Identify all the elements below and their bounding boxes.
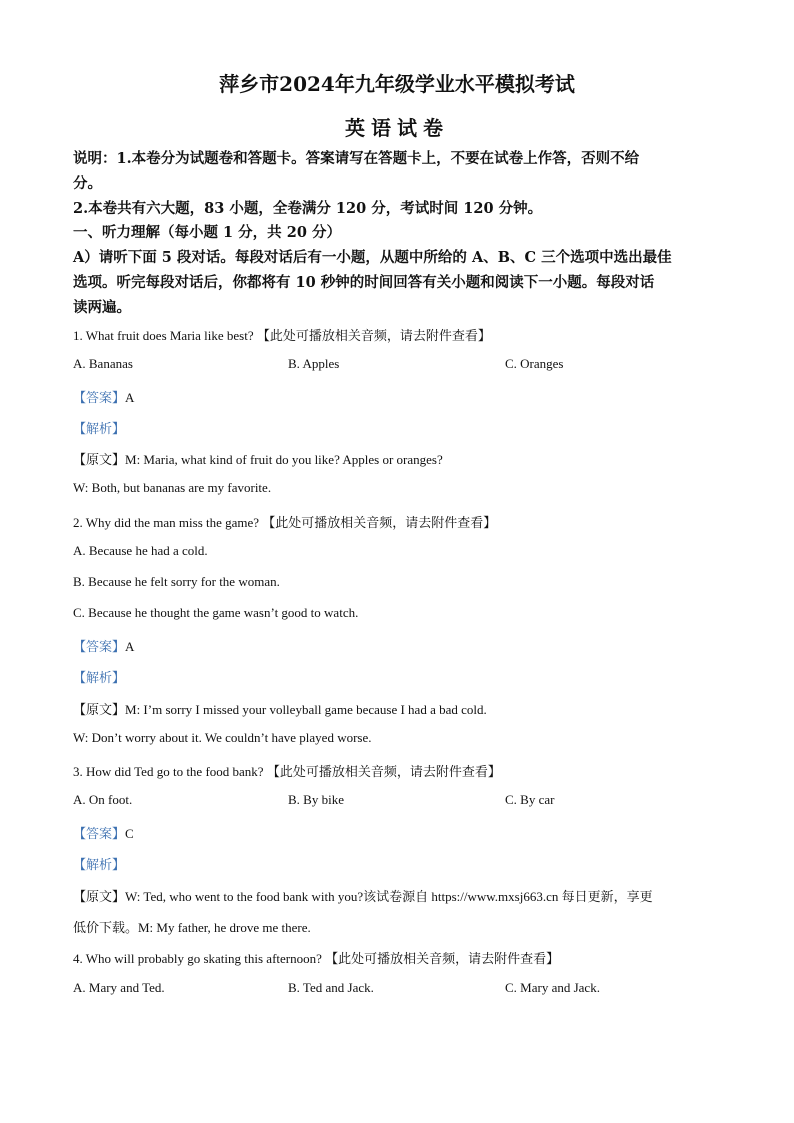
script-tag: 【原文】 — [73, 702, 126, 717]
answer-tag: 【答案】 — [73, 639, 126, 654]
question-1-script-2: W: Both, but bananas are my favorite. — [73, 480, 272, 495]
notes-line-2: 2.本卷共有六大题，83 小题，全卷满分 120 分，考试时间 120 分钟。 — [73, 200, 543, 217]
question-1-answer — [73, 387, 134, 406]
question-2-option-b: B. Because he felt sorry for the woman. — [73, 574, 280, 589]
answer-value: A — [125, 639, 135, 654]
question-2-script-2: W: Don’t worry about it. We couldn’t have played worse. — [73, 730, 372, 745]
notes-line-1: 说明：1.本卷分为试题卷和答题卡。答案请写在答题卡上，不要在试卷上作答，否则不给 — [73, 150, 640, 167]
question-3-option-b: B. By bike — [288, 792, 344, 807]
section-instruction-3: 读两遍。 — [73, 299, 131, 316]
answer-value: A — [125, 390, 135, 405]
question-3-script-2: 低价下载。M: My father, he drove me there. — [73, 920, 311, 935]
question-1-script-1 — [73, 449, 443, 468]
exam-title: 萍乡市2024年九年级学业水平模拟考试 — [219, 72, 575, 96]
question-4-option-c: C. Mary and Jack. — [505, 980, 600, 995]
notes-line-1b: 分。 — [73, 175, 102, 192]
exam-subtitle: 英语试卷 — [345, 116, 449, 140]
question-3-option-c: C. By car — [505, 792, 555, 807]
question-3-stem: 3. How did Ted go to the food bank? 【此处可播放相关音频，请去附件查看】 — [73, 764, 501, 779]
question-2-script-1 — [73, 699, 487, 718]
question-2-analysis-tag: 【解析】 — [73, 670, 126, 685]
section-instruction-2: 选项。听完每段对话后，你都将有 10 秒钟的时间回答有关小题和阅读下一小题。每段对话 — [73, 274, 655, 291]
script-tag: 【原文】 — [73, 452, 126, 467]
question-1-analysis-tag: 【解析】 — [73, 421, 126, 436]
question-1-option-c: C. Oranges — [505, 356, 564, 371]
question-3-answer — [73, 823, 134, 842]
question-2-option-a: A. Because he had a cold. — [73, 543, 208, 558]
question-2-option-c: C. Because he thought the game wasn’t good to watch. — [73, 605, 359, 620]
question-4-option-b: B. Ted and Jack. — [288, 980, 374, 995]
question-1-stem: 1. What fruit does Maria like best? 【此处可播放相关音频，请去附件查看】 — [73, 328, 491, 343]
question-2-stem: 2. Why did the man miss the game? 【此处可播放相关音频，请去附件查看】 — [73, 515, 497, 530]
section-instruction-1: A）请听下面 5 段对话。每段对话后有一小题，从题中所给的 A、B、C 三个选项中选出最佳 — [73, 249, 672, 266]
question-4-option-a: A. Mary and Ted. — [73, 980, 165, 995]
script-text: M: Maria, what kind of fruit do you like? Apples or oranges? — [125, 452, 443, 467]
script-tag: 【原文】 — [73, 889, 126, 904]
question-4-stem: 4. Who will probably go skating this afternoon? 【此处可播放相关音频，请去附件查看】 — [73, 951, 560, 966]
question-3-analysis-tag: 【解析】 — [73, 857, 126, 872]
question-1-option-a: A. Bananas — [73, 356, 133, 371]
answer-value: C — [125, 826, 134, 841]
script-text: W: Ted, who went to the food bank with you?该试卷源自 https://www.mxsj663.cn 每日更新，享更 — [125, 889, 653, 904]
question-3-option-a: A. On foot. — [73, 792, 133, 807]
script-text: M: I’m sorry I missed your volleyball game because I had a bad cold. — [125, 702, 487, 717]
answer-tag: 【答案】 — [73, 390, 126, 405]
question-1-option-b: B. Apples — [288, 356, 340, 371]
question-3-script-1 — [73, 886, 653, 905]
section-heading: 一、听力理解（每小题 1 分，共 20 分） — [73, 224, 341, 241]
answer-tag: 【答案】 — [73, 826, 126, 841]
question-2-answer — [73, 636, 134, 655]
